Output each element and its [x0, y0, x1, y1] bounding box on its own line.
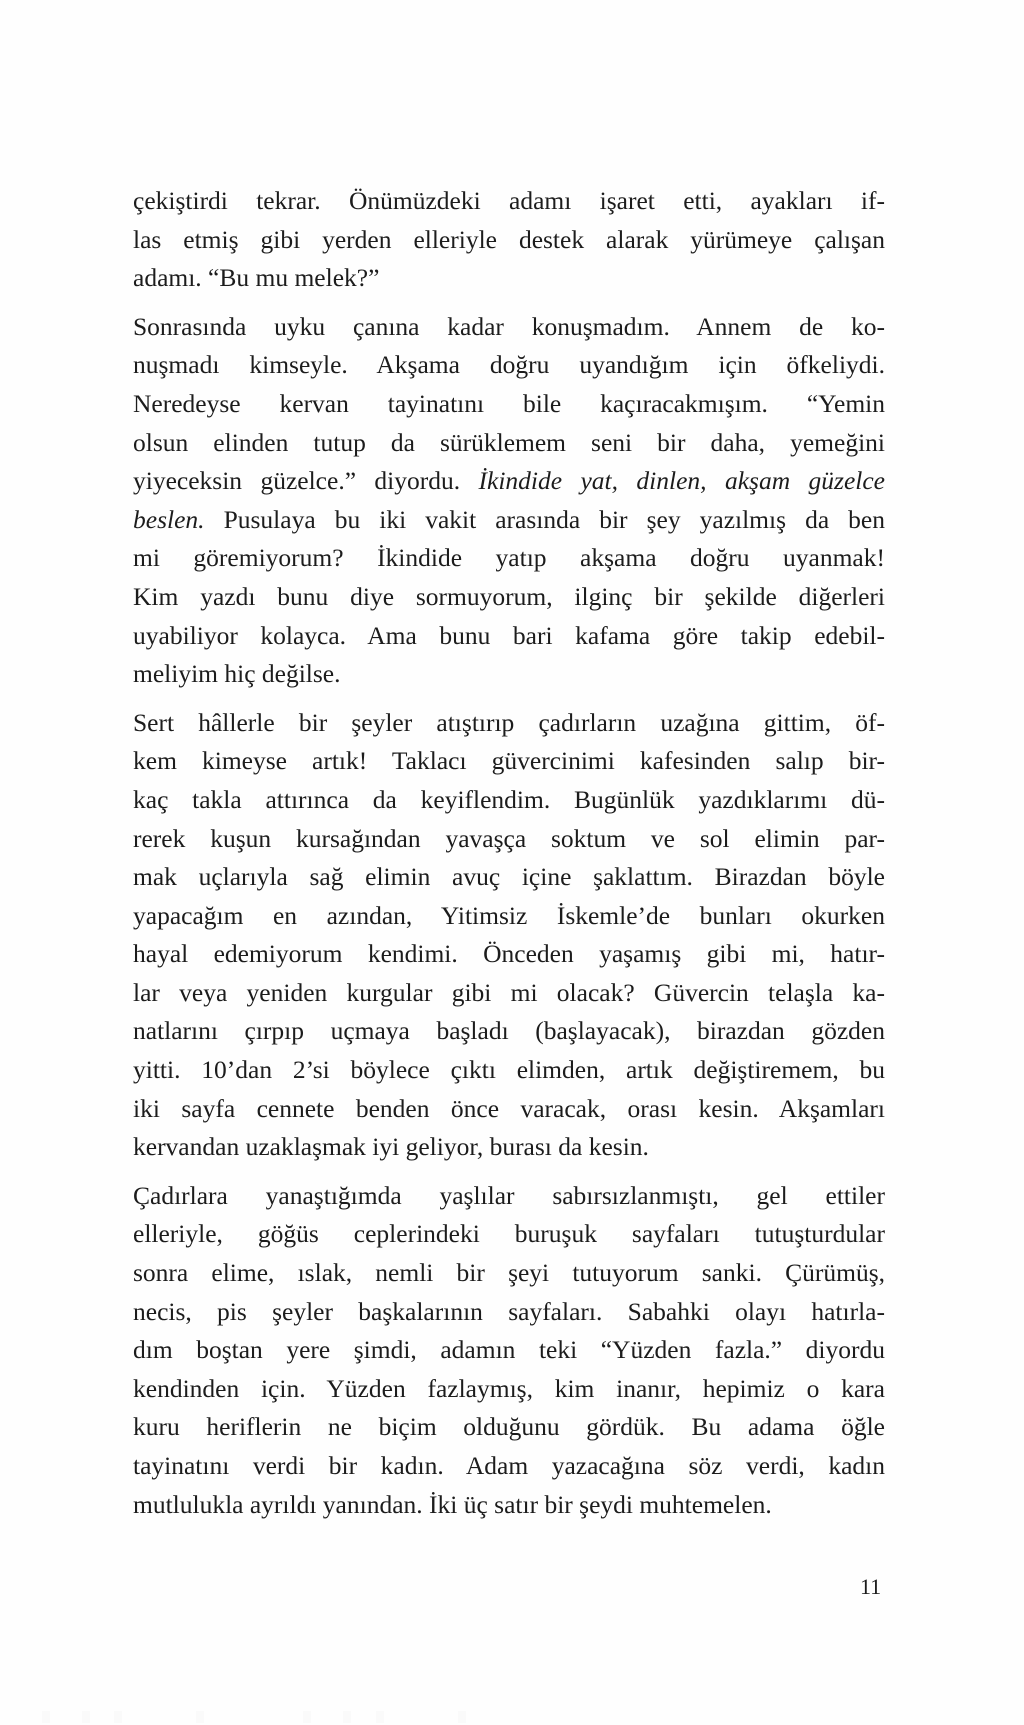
text-segment: olsun elinden tutup da sürüklemem seni bir daha, yemeğini — [133, 427, 885, 457]
text-line — [133, 385, 885, 424]
text-segment: çekiştirdi tekrar. Önümüzdeki adamı işaret etti, ayakları if- — [133, 186, 885, 215]
text-segment: elleriyle, göğüs ceplerindeki buruşuk sayfaları tutuşturdular — [133, 1219, 885, 1249]
text-line — [133, 462, 885, 501]
text-segment: Çadırlara yanaştığımda yaşlılar sabırsızlanmıştı, gel ettiler — [133, 1180, 885, 1210]
text-segment: yitti. 10’dan 2’si böylece çıktı elimden, artık değiştiremem, bu — [133, 1055, 885, 1085]
text-line — [133, 897, 885, 936]
text-segment: yiyeceksin güzelce.” diyordu. — [133, 466, 479, 496]
text-segment: natlarını çırpıp uçmaya başladı (başlayacak), birazdan gözden — [133, 1016, 885, 1046]
text-segment: kervandan uzaklaşmak iyi geliyor, burası da kesin. — [133, 1132, 649, 1162]
text-line — [133, 617, 885, 656]
page-number: 11 — [860, 1574, 882, 1599]
text-segment: kuru heriflerin ne biçim olduğunu gördük. Bu adama öğle — [133, 1412, 885, 1442]
text-line — [133, 655, 885, 694]
text-line — [133, 1090, 885, 1129]
text-line — [133, 424, 885, 463]
text-line — [133, 539, 885, 578]
text-segment: Kim yazdı bunu diye sormuyorum, ilginç bir şekilde diğerleri — [133, 581, 885, 611]
text-line — [133, 346, 885, 385]
text-line — [133, 742, 885, 781]
text-line — [133, 221, 885, 260]
text-line — [133, 820, 885, 859]
text-line — [133, 1128, 885, 1167]
text-line — [133, 1012, 885, 1051]
text-segment: mutlulukla ayrıldı yanından. İki üç satır bir şeydi muhtemelen. — [133, 1489, 772, 1519]
text-segment: dım boştan yere şimdi, adamın teki “Yüzden fazla.” diyordu — [133, 1335, 885, 1365]
text-line — [133, 578, 885, 617]
text-segment: tayinatını verdi bir kadın. Adam yazacağına söz verdi, kadın — [133, 1451, 885, 1480]
text-line — [133, 935, 885, 974]
text-segment: hayal edemiyorum kendimi. Önceden yaşamış gibi mi, hatır- — [133, 939, 885, 969]
text-line — [133, 1408, 885, 1447]
text-segment: uyabiliyor kolayca. Ama bunu bari kafama göre takip edebil- — [133, 620, 885, 650]
text-segment: las etmiş gibi yerden elleriyle destek alarak yürümeye çalışan — [133, 224, 885, 254]
italic-text-segment: İkindide yat, dinlen, akşam güzelce — [478, 466, 885, 496]
text-line — [133, 974, 885, 1013]
text-segment: lar veya yeniden kurgular gibi mi olacak? Güvercin telaşla ka- — [133, 977, 885, 1007]
text-segment: kaç takla attırınca da keyiflendim. Bugünlük yazdıklarımı dü- — [133, 784, 885, 814]
text-segment: Neredeyse kervan tayinatını bile kaçıracakmışım. “Yemin — [133, 388, 885, 418]
text-segment: Sert hâllerle bir şeyler atıştırıp çadırların uzağına gittim, öf- — [133, 707, 885, 737]
text-line — [133, 1370, 885, 1409]
text-line — [133, 1254, 885, 1293]
scan-speck — [42, 1711, 50, 1723]
scan-speck — [196, 1711, 204, 1723]
text-line — [133, 1177, 885, 1216]
scan-artifacts — [0, 1711, 1024, 1723]
paragraph — [133, 182, 885, 298]
scan-speck — [303, 1711, 311, 1723]
scan-speck — [114, 1711, 122, 1723]
scan-speck — [82, 1711, 90, 1723]
text-line — [133, 1331, 885, 1370]
text-segment: Pusulaya bu iki vakit arasında bir şey yazılmış da ben — [204, 504, 885, 534]
paragraph — [133, 308, 885, 694]
text-line — [133, 1486, 885, 1525]
text-segment: kendinden için. Yüzden fazlaymış, kim inanır, hepimiz o kara — [133, 1373, 885, 1403]
paragraph — [133, 704, 885, 1167]
text-segment: adamı. “Bu mu melek?” — [133, 263, 380, 293]
paragraph — [133, 1177, 885, 1524]
text-line — [133, 1215, 885, 1254]
text-segment: sonra elime, ıslak, nemli bir şeyi tutuyorum sanki. Çürümüş, — [133, 1258, 885, 1288]
text-segment: Sonrasında uyku çanına kadar konuşmadım. Annem de ko- — [133, 311, 885, 341]
scan-speck — [343, 1711, 351, 1723]
text-line — [133, 1051, 885, 1090]
text-line — [133, 858, 885, 897]
text-line — [133, 781, 885, 820]
text-line — [133, 308, 885, 347]
text-segment: mi göremiyorum? İkindide yatıp akşama doğru uyanmak! — [133, 543, 885, 573]
scan-speck — [458, 1711, 466, 1723]
italic-text-segment: beslen. — [133, 504, 205, 534]
text-line — [133, 182, 885, 221]
text-segment: yapacağım en azından, Yitimsiz İskemle’de bunları okurken — [133, 900, 885, 930]
text-line — [133, 704, 885, 743]
text-segment: mak uçlarıyla sağ elimin avuç içine şaklattım. Birazdan böyle — [133, 862, 885, 892]
text-segment: meliyim hiç değilse. — [133, 659, 341, 689]
text-segment: rerek kuşun kursağından yavaşça soktum ve sol elimin par- — [133, 823, 885, 853]
text-segment: necis, pis şeyler başkalarının sayfaları. Sabahki olayı hatırla- — [133, 1296, 885, 1326]
text-line — [133, 1447, 885, 1486]
body-text — [133, 182, 885, 1534]
scan-speck — [376, 1711, 384, 1723]
text-line — [133, 1293, 885, 1332]
text-segment: iki sayfa cennete benden önce varacak, orası kesin. Akşamları — [133, 1093, 885, 1123]
text-line — [133, 501, 885, 540]
text-segment: nuşmadı kimseyle. Akşama doğru uyandığım için öfkeliydi. — [133, 350, 885, 380]
text-line — [133, 259, 885, 298]
text-segment: kem kimeyse artık! Taklacı güvercinimi kafesinden salıp bir- — [133, 746, 885, 776]
